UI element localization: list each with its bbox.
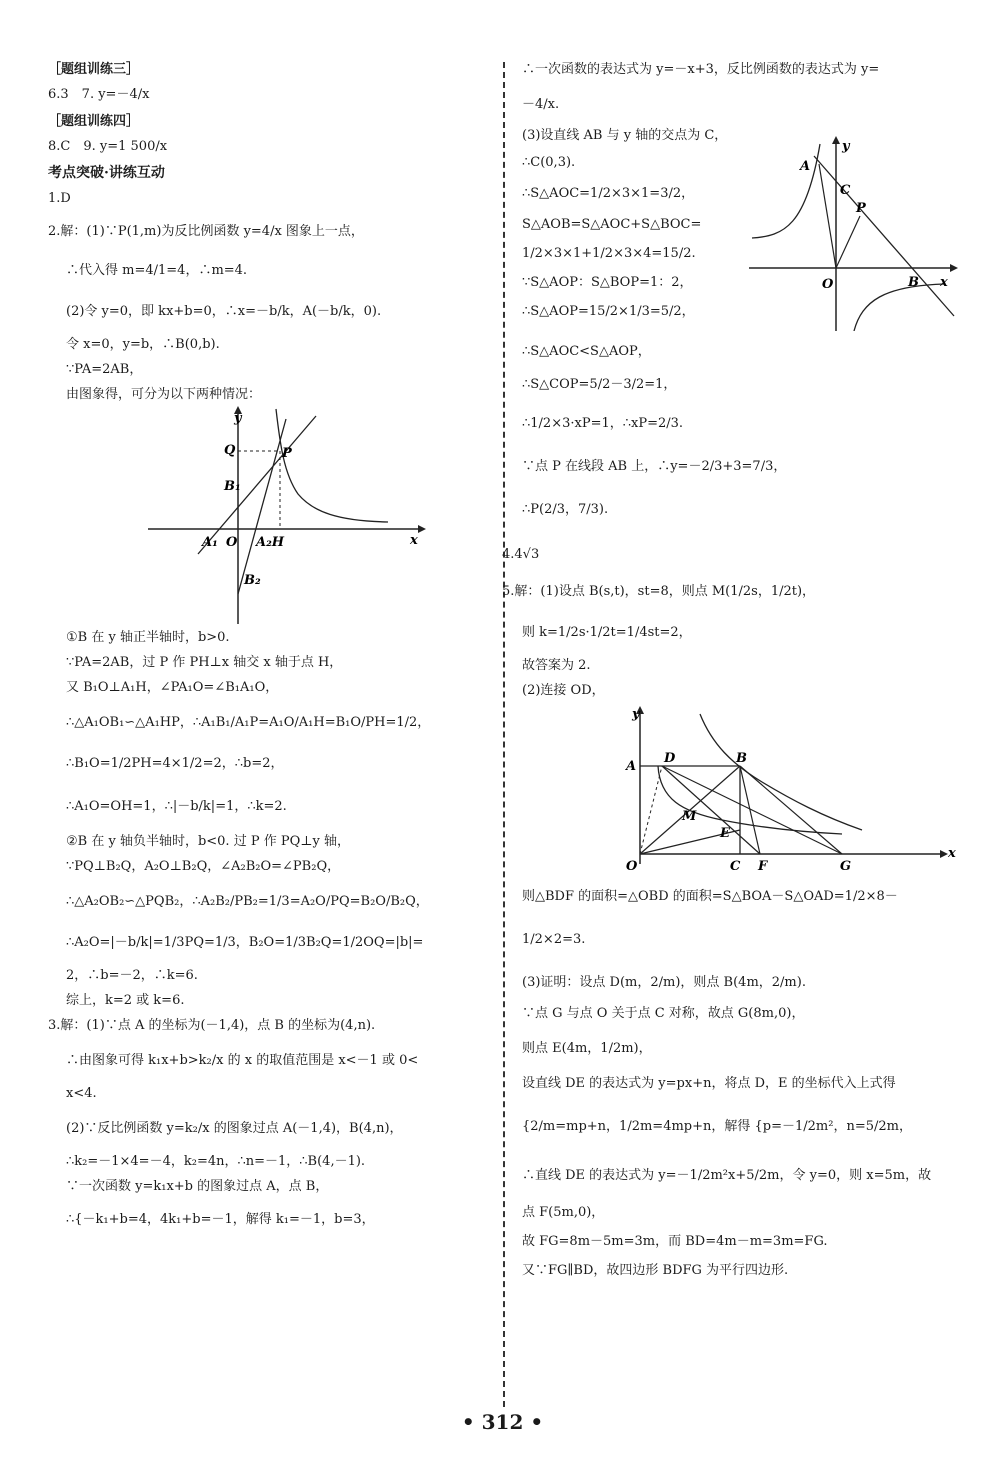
answer-line: ∵PA=2AB，过 P 作 PH⊥x 轴交 x 轴于点 H， xyxy=(66,655,343,670)
answer-line: 1/2×2=3. xyxy=(522,932,586,947)
left-column xyxy=(48,60,493,1229)
column-divider xyxy=(503,62,505,1407)
fig3-label-a: A xyxy=(626,759,637,774)
fig3-label-y: y xyxy=(632,707,640,722)
page-number: • 312 • xyxy=(461,1410,544,1434)
answer-line: (3)证明：设点 D(m，2/m)，则点 B(4m，2/m). xyxy=(522,975,806,990)
fig1-label-q: Q xyxy=(224,443,236,458)
fig1-label-p: P xyxy=(282,446,292,461)
fig1-label-b1: B₁ xyxy=(224,479,241,494)
answer-line: ∴A₁O=OH=1，∴|－b/k|=1，∴k=2. xyxy=(66,799,287,814)
fig3-label-g: G xyxy=(840,859,852,874)
section-header: ［题组训练四］ xyxy=(48,114,140,129)
answer-line: ∴A₂O=|－b/k|=1/3PQ=1/3，B₂O=1/3B₂Q=1/2OQ=|b|= xyxy=(66,935,424,950)
answer-line: ∴一次函数的表达式为 y=－x+3，反比例函数的表达式为 y= xyxy=(522,62,880,77)
answer-line: 则点 E(4m，1/2m)， xyxy=(522,1041,652,1056)
answer-line: 又 B₁O⊥A₁H，∠PA₁O=∠B₁A₁O， xyxy=(66,680,279,695)
answer-line: (2)令 y=0，即 kx+b=0，∴x=－b/k，A(－b/k，0). xyxy=(66,304,382,319)
fig2-label-b: B xyxy=(908,275,919,290)
answer-line: ∵PA=2AB， xyxy=(66,362,143,377)
answer-line: ∵一次函数 y=k₁x+b 的图象过点 A，点 B， xyxy=(66,1179,329,1194)
figure-hyperbola-line-2 xyxy=(744,136,959,331)
answer-line: 又∵FG∥BD，故四边形 BDFG 为平行四边形. xyxy=(522,1263,789,1278)
fig3-label-d: D xyxy=(664,751,676,766)
fig1-label-y: y xyxy=(234,411,242,426)
fig2-label-x: x xyxy=(940,275,948,290)
answer-line: ∴B₁O=1/2PH=4×1/2=2，∴b=2， xyxy=(66,756,284,771)
answer-line: 则 k=1/2s·1/2t=1/4st=2， xyxy=(522,625,692,640)
answer-line: ∴S△AOC=1/2×3×1=3/2， xyxy=(522,186,695,201)
answer-line: 8.C 9. y=1 500/x xyxy=(48,139,168,154)
answer-line: 1.D xyxy=(48,191,71,206)
fig2-label-a: A xyxy=(800,159,811,174)
section-header: 考点突破·讲练互动 xyxy=(48,165,165,181)
answer-line: ∴1/2×3·xP=1，∴xP=2/3. xyxy=(522,416,684,431)
answer-line: ∴由图象可得 k₁x+b>k₂/x 的 x 的取值范围是 x<－1 或 0< xyxy=(66,1053,419,1068)
answer-line: 5.解：(1)设点 B(s,t)，st=8，则点 M(1/2s，1/2t)， xyxy=(502,584,816,599)
answer-line: ②B 在 y 轴负半轴时，b<0. 过 P 作 PQ⊥y 轴， xyxy=(66,834,350,849)
answer-line: 故 FG=8m－5m=3m，而 BD=4m－m=3m=FG. xyxy=(522,1234,828,1249)
answer-line: ∴S△COP=5/2－3/2=1， xyxy=(522,377,677,392)
answer-line: 综上，k=2 或 k=6. xyxy=(66,993,185,1008)
answer-line: 由图象得，可分为以下两种情况： xyxy=(66,387,262,402)
fig3-label-c: C xyxy=(730,859,741,874)
figure-hyperbola-lines-1 xyxy=(48,404,493,624)
answer-line: －4/x. xyxy=(522,97,560,112)
answer-line: ∴P(2/3，7/3). xyxy=(522,502,609,517)
fig1-label-x: x xyxy=(410,533,418,548)
fig3-label-f: F xyxy=(758,859,768,874)
answer-line: 2，∴b=－2，∴k=6. xyxy=(66,968,198,983)
answer-line: ∴△A₁OB₁∽△A₁HP，∴A₁B₁/A₁P=A₁O/A₁H=B₁O/PH=1/2， xyxy=(66,715,431,730)
answer-line: (3)设直线 AB 与 y 轴的交点为 C， xyxy=(522,128,728,143)
fig3-label-o: O xyxy=(626,859,638,874)
part3-block xyxy=(522,126,962,356)
answer-line: 2.解：(1)∵P(1,m)为反比例函数 y=4/x 图象上一点， xyxy=(48,224,364,239)
fig1-label-a1: A₁ xyxy=(202,535,218,550)
answer-line: 设直线 DE 的表达式为 y=px+n，将点 D，E 的坐标代入上式得 xyxy=(522,1076,896,1091)
fig3-label-b: B xyxy=(736,751,747,766)
answer-line: 点 F(5m,0)， xyxy=(522,1205,605,1220)
answer-line: x<4. xyxy=(66,1086,97,1101)
fig3-label-x: x xyxy=(948,846,956,861)
right-column xyxy=(502,60,962,1280)
answer-line: ∴△A₂OB₂∽△PQB₂，∴A₂B₂/PB₂=1/3=A₂O/PQ=B₂O/B₂Q， xyxy=(66,894,429,909)
answer-line: ∵S△AOP：S△BOP=1：2， xyxy=(522,275,693,290)
answer-line: ①B 在 y 轴正半轴时，b>0. xyxy=(66,630,230,645)
fig3-label-e: E xyxy=(720,826,730,841)
answer-line: (2)∵反比例函数 y=k₂/x 的图象过点 A(－1,4)，B(4,n)， xyxy=(66,1121,403,1136)
fig1-label-a2h: A₂H xyxy=(256,535,285,550)
answer-line: ∵PQ⊥B₂Q，A₂O⊥B₂Q，∠A₂B₂O=∠PB₂Q， xyxy=(66,859,341,874)
answer-line: ∴C(0,3). xyxy=(522,155,576,170)
fig1-label-o: O xyxy=(226,535,238,550)
answer-line: ∴代入得 m=4/1=4，∴m=4. xyxy=(66,263,248,278)
answer-line: 3.解：(1)∵点 A 的坐标为(－1,4)，点 B 的坐标为(4,n). xyxy=(48,1018,376,1033)
answer-line: {2/m=mp+n，1/2m=4mp+n，解得 {p=－1/2m²，n=5/2m， xyxy=(522,1119,912,1134)
answer-line: ∴{－k₁+b=4，4k₁+b=－1，解得 k₁=－1，b=3， xyxy=(66,1212,375,1227)
answer-line: 令 x=0，y=b，∴B(0,b). xyxy=(66,337,220,352)
answer-line: S△AOB=S△AOC+S△BOC= xyxy=(522,217,702,232)
answer-line: ∵点 G 与点 O 关于点 C 对称，故点 G(8m,0)， xyxy=(522,1006,805,1021)
figure-rectangle-hyperbola-3 xyxy=(602,704,1005,879)
fig2-label-y: y xyxy=(842,139,850,154)
answer-line: (2)连接 OD， xyxy=(522,683,605,698)
answer-line: 故答案为 2. xyxy=(522,658,591,673)
fig2-label-o: O xyxy=(822,277,834,292)
answer-line: ∴S△AOP=15/2×1/3=5/2， xyxy=(522,304,695,319)
answer-line: 则△BDF 的面积=△OBD 的面积=S△BOA－S△OAD=1/2×8－ xyxy=(522,889,898,904)
fig3-label-m: M xyxy=(682,809,697,824)
fig2-label-c: C xyxy=(840,183,851,198)
section-header: ［题组训练三］ xyxy=(48,62,140,77)
fig2-label-p: P xyxy=(856,201,866,216)
fig1-label-b2: B₂ xyxy=(244,573,261,588)
answer-line: ∴k₂=－1×4=－4，k₂=4n，∴n=－1，∴B(4,－1). xyxy=(66,1154,366,1169)
answer-line: ∴S△AOC<S△AOP， xyxy=(522,344,651,359)
answer-line: 6.3 7. y=－4/x xyxy=(48,87,150,102)
answer-line: ∴直线 DE 的表达式为 y=－1/2m²x+5/2m，令 y=0，则 x=5m，故 xyxy=(522,1168,932,1183)
answer-line: 1/2×3×1+1/2×3×4=15/2. xyxy=(522,246,696,261)
answer-line: ∵点 P 在线段 AB 上，∴y=－2/3+3=7/3， xyxy=(522,459,787,474)
answer-line: 4.4√3 xyxy=(502,547,540,562)
